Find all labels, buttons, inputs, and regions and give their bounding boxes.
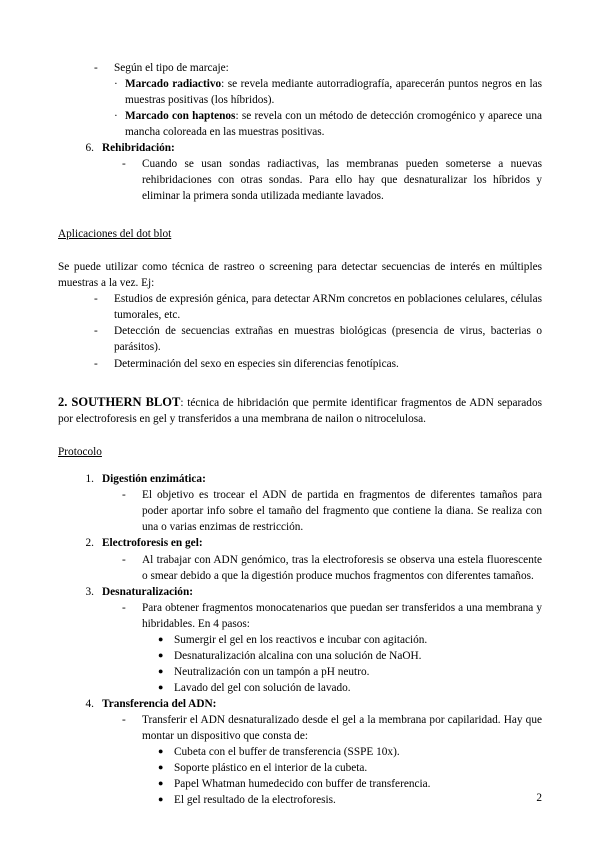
spacer bbox=[58, 372, 542, 394]
aplicaciones-section bbox=[58, 226, 542, 371]
step-subitem-text: El gel resultado de la electroforesis. bbox=[174, 793, 336, 806]
bullet-marker: · bbox=[114, 110, 118, 123]
round-bullet-icon: ● bbox=[158, 665, 164, 676]
aplicaciones-intro: Se puede utilizar como técnica de rastreo o screening para detectar secuencias de interés en múltiples muestras a la vez. Ej: bbox=[58, 261, 542, 290]
step-subitem-text: Cubeta con el buffer de transferencia (SSPE 10x). bbox=[174, 745, 400, 758]
protocolo-step bbox=[70, 696, 542, 808]
round-bullet-icon: ● bbox=[158, 649, 164, 660]
dash-marker: - bbox=[94, 357, 98, 370]
step-detail-text: Transferir el ADN desnaturalizado desde el gel a la membrana por capilaridad. Hay que montar un dispositivo que consta de: bbox=[142, 713, 542, 742]
round-bullet-icon: ● bbox=[158, 745, 164, 756]
marcaje-intro-item bbox=[94, 60, 542, 76]
step-subitem bbox=[158, 744, 542, 760]
step-detail-item bbox=[122, 712, 542, 744]
bullet-bold-haptenos: Marcado con haptenos bbox=[125, 110, 236, 123]
round-bullet-icon: ● bbox=[158, 761, 164, 772]
protocolo-step bbox=[70, 471, 542, 535]
southern-blot-title: 2. SOUTHERN BLOT bbox=[58, 394, 181, 409]
step-detail-text: Al trabajar con ADN genómico, tras la electroforesis se observa una estela fluorescente o smear debido a que la digestión produce muchos fragmentos con diferentes tamaños. bbox=[142, 553, 542, 582]
aplicacion-text: Determinación del sexo en especies sin diferencias fenotípicas. bbox=[114, 357, 399, 370]
step-subitem-text: Neutralización con un tampón a pH neutro. bbox=[174, 665, 370, 678]
step-number: 1. bbox=[85, 473, 94, 486]
step-subitem bbox=[158, 664, 542, 680]
step-subitem-text: Sumergir el gel en los reactivos e incubar con agitación. bbox=[174, 633, 428, 646]
step-header bbox=[70, 471, 542, 487]
step-title: Electroforesis en gel: bbox=[102, 537, 203, 550]
aplicacion-item bbox=[94, 291, 542, 323]
aplicacion-text: Detección de secuencias extrañas en muestras biológicas (presencia de virus, bacterias o parásitos). bbox=[114, 325, 542, 354]
aplicacion-text: Estudios de expresión génica, para detectar ARNm concretos en poblaciones celulares, células tumorales, etc. bbox=[114, 293, 542, 322]
southern-blot-definition: : técnica de hibridación que permite identificar fragmentos de ADN separados por electroforesis en gel y transferidos a una membrana de nailon o nitrocelulosa. bbox=[58, 396, 542, 426]
dash-marker: - bbox=[122, 713, 126, 726]
step-header bbox=[70, 584, 542, 600]
aplicacion-item bbox=[94, 356, 542, 372]
step-6-header bbox=[70, 140, 542, 156]
round-bullet-icon: ● bbox=[158, 633, 164, 644]
step-6-detail-text: Cuando se usan sondas radiactivas, las membranas pueden someterse a nuevas rehibridaciones con otras sondas. Para ello hay que desnaturalizar los híbridos y eliminar la primera sonda utilizada mediante lavados. bbox=[142, 158, 542, 203]
protocolo-step bbox=[70, 535, 542, 583]
bullet-item-radiactivo bbox=[114, 76, 542, 108]
round-bullet-icon: ● bbox=[158, 681, 164, 692]
step-subitem bbox=[158, 760, 542, 776]
step-subitems bbox=[158, 744, 542, 808]
bullet-marker: · bbox=[114, 78, 118, 91]
step-6-detail-item bbox=[122, 156, 542, 204]
spacer bbox=[58, 242, 542, 259]
round-bullet-icon: ● bbox=[158, 777, 164, 788]
step-subitems bbox=[158, 632, 542, 696]
step-detail-text: Para obtener fragmentos monocatenarios que puedan ser transferidos a una membrana y hibridables. En 4 pasos: bbox=[142, 601, 542, 630]
step-number: 2. bbox=[85, 537, 94, 550]
dash-marker: - bbox=[94, 293, 98, 306]
spacer bbox=[58, 460, 542, 471]
step-subitem-text: Lavado del gel con solución de lavado. bbox=[174, 681, 351, 694]
bullet-text-radiactivo bbox=[125, 76, 542, 108]
aplicacion-item bbox=[94, 323, 542, 355]
southern-blot-heading bbox=[58, 394, 542, 428]
dash-marker: - bbox=[122, 553, 126, 566]
step-6-title: Rehibridación: bbox=[102, 142, 175, 155]
step-header bbox=[70, 535, 542, 551]
protocolo-heading: Protocolo bbox=[58, 446, 102, 459]
step-detail-item bbox=[122, 552, 542, 584]
marcaje-intro-text: Según el tipo de marcaje: bbox=[114, 62, 229, 74]
step-subitem-text: Papel Whatman humedecido con buffer de transferencia. bbox=[174, 777, 431, 790]
step-6-number: 6. bbox=[85, 142, 94, 155]
aplicaciones-list bbox=[94, 291, 542, 371]
protocolo-steps bbox=[70, 471, 542, 808]
protocolo-step bbox=[70, 584, 542, 696]
dash-marker: - bbox=[94, 62, 98, 74]
page-number: 2 bbox=[536, 791, 542, 804]
step-subitem bbox=[158, 792, 542, 808]
dash-marker: - bbox=[94, 325, 98, 338]
step-number: 4. bbox=[85, 697, 94, 710]
marcaje-section bbox=[94, 60, 542, 140]
spacer bbox=[58, 204, 542, 226]
step-title: Digestión enzimática: bbox=[102, 473, 206, 486]
bullet-rest-radiactivo: : se revela mediante autorradiografía, aparecerán puntos negros en las muestras positivas (los híbridos). bbox=[125, 78, 543, 107]
dash-marker: - bbox=[122, 601, 126, 614]
bullet-item-haptenos bbox=[114, 108, 542, 140]
step-title: Desnaturalización: bbox=[102, 585, 193, 598]
bullet-bold-radiactivo: Marcado radiactivo bbox=[125, 78, 222, 91]
bullet-rest-haptenos: : se revela con un método de detección cromogénico y aparece una mancha coloreada en las muestras positivas. bbox=[125, 110, 542, 139]
dash-marker: - bbox=[122, 158, 126, 171]
aplicaciones-heading: Aplicaciones del dot blot bbox=[58, 228, 172, 241]
spacer bbox=[58, 427, 542, 444]
step-number: 3. bbox=[85, 585, 94, 598]
dash-marker: - bbox=[122, 489, 126, 502]
step-detail-item bbox=[122, 487, 542, 535]
step-subitem bbox=[158, 632, 542, 648]
step-subitem bbox=[158, 776, 542, 792]
round-bullet-icon: ● bbox=[158, 793, 164, 804]
step-detail-item bbox=[122, 600, 542, 632]
step-subitem-text: Desnaturalización alcalina con una solución de NaOH. bbox=[174, 649, 422, 662]
step-header bbox=[70, 696, 542, 712]
step-detail-text: El objetivo es trocear el ADN de partida en fragmentos de diferentes tamaños para poder aportar info sobre el tamaño del fragmento que contiene la diana. Se realiza con una o varias enzimas de restricción. bbox=[142, 489, 542, 534]
step-subitem bbox=[158, 680, 542, 696]
step-subitem bbox=[158, 648, 542, 664]
step-6-rehibridacion bbox=[70, 140, 542, 204]
step-title: Transferencia del ADN: bbox=[102, 697, 217, 710]
step-subitem-text: Soporte plástico en el interior de la cubeta. bbox=[174, 761, 368, 774]
bullet-text-haptenos bbox=[125, 108, 542, 140]
